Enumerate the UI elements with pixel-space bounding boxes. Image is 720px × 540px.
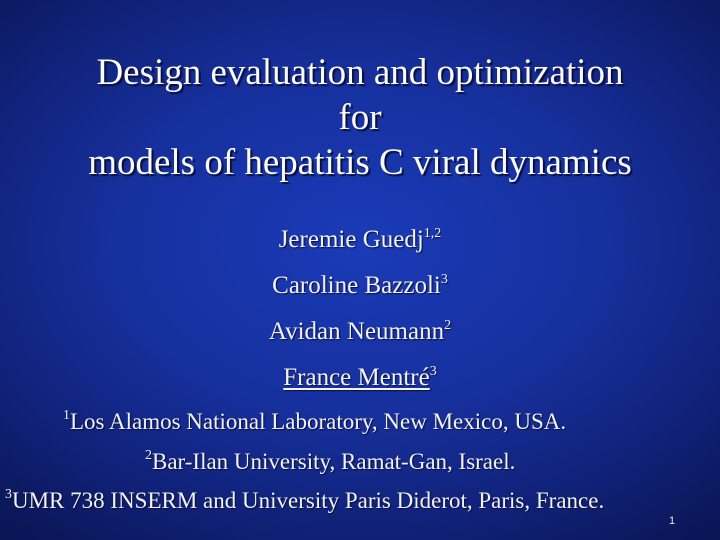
author-name: Jeremie Guedj [278,226,424,253]
title-line-2: for [338,97,382,138]
author-1 [0,225,720,255]
affiliation-text: Los Alamos National Laboratory, New Mexico, USA. [70,409,567,434]
page-number: 1 [669,515,676,527]
author-name: France Mentré [283,364,430,391]
author-3 [0,317,720,347]
slide-title [0,50,720,185]
author-name: Avidan Neumann [268,318,445,345]
affiliation-mark: 2 [145,448,152,463]
affiliation-text: Bar-Ilan University, Ramat-Gan, Israel. [152,449,516,474]
author-affiliation-mark: 3 [440,272,448,287]
author-2 [0,271,720,301]
author-affiliation-mark: 2 [444,318,452,333]
author-name: Caroline Bazzoli [272,272,441,299]
affiliation-text: UMR 738 INSERM and University Paris Diderot, Paris, France. [12,488,605,513]
author-affiliation-mark: 1,2 [423,226,442,241]
affiliation-3 [5,487,604,515]
title-line-3: models of hepatitis C viral dynamics [88,142,632,183]
affiliation-2 [145,448,515,476]
title-line-1: Design evaluation and optimization [96,52,624,93]
affiliation-1 [63,408,566,436]
affiliation-mark: 3 [5,487,12,502]
author-affiliation-mark: 3 [429,364,437,379]
affiliation-mark: 1 [63,408,70,423]
author-4-presenter [0,363,720,393]
